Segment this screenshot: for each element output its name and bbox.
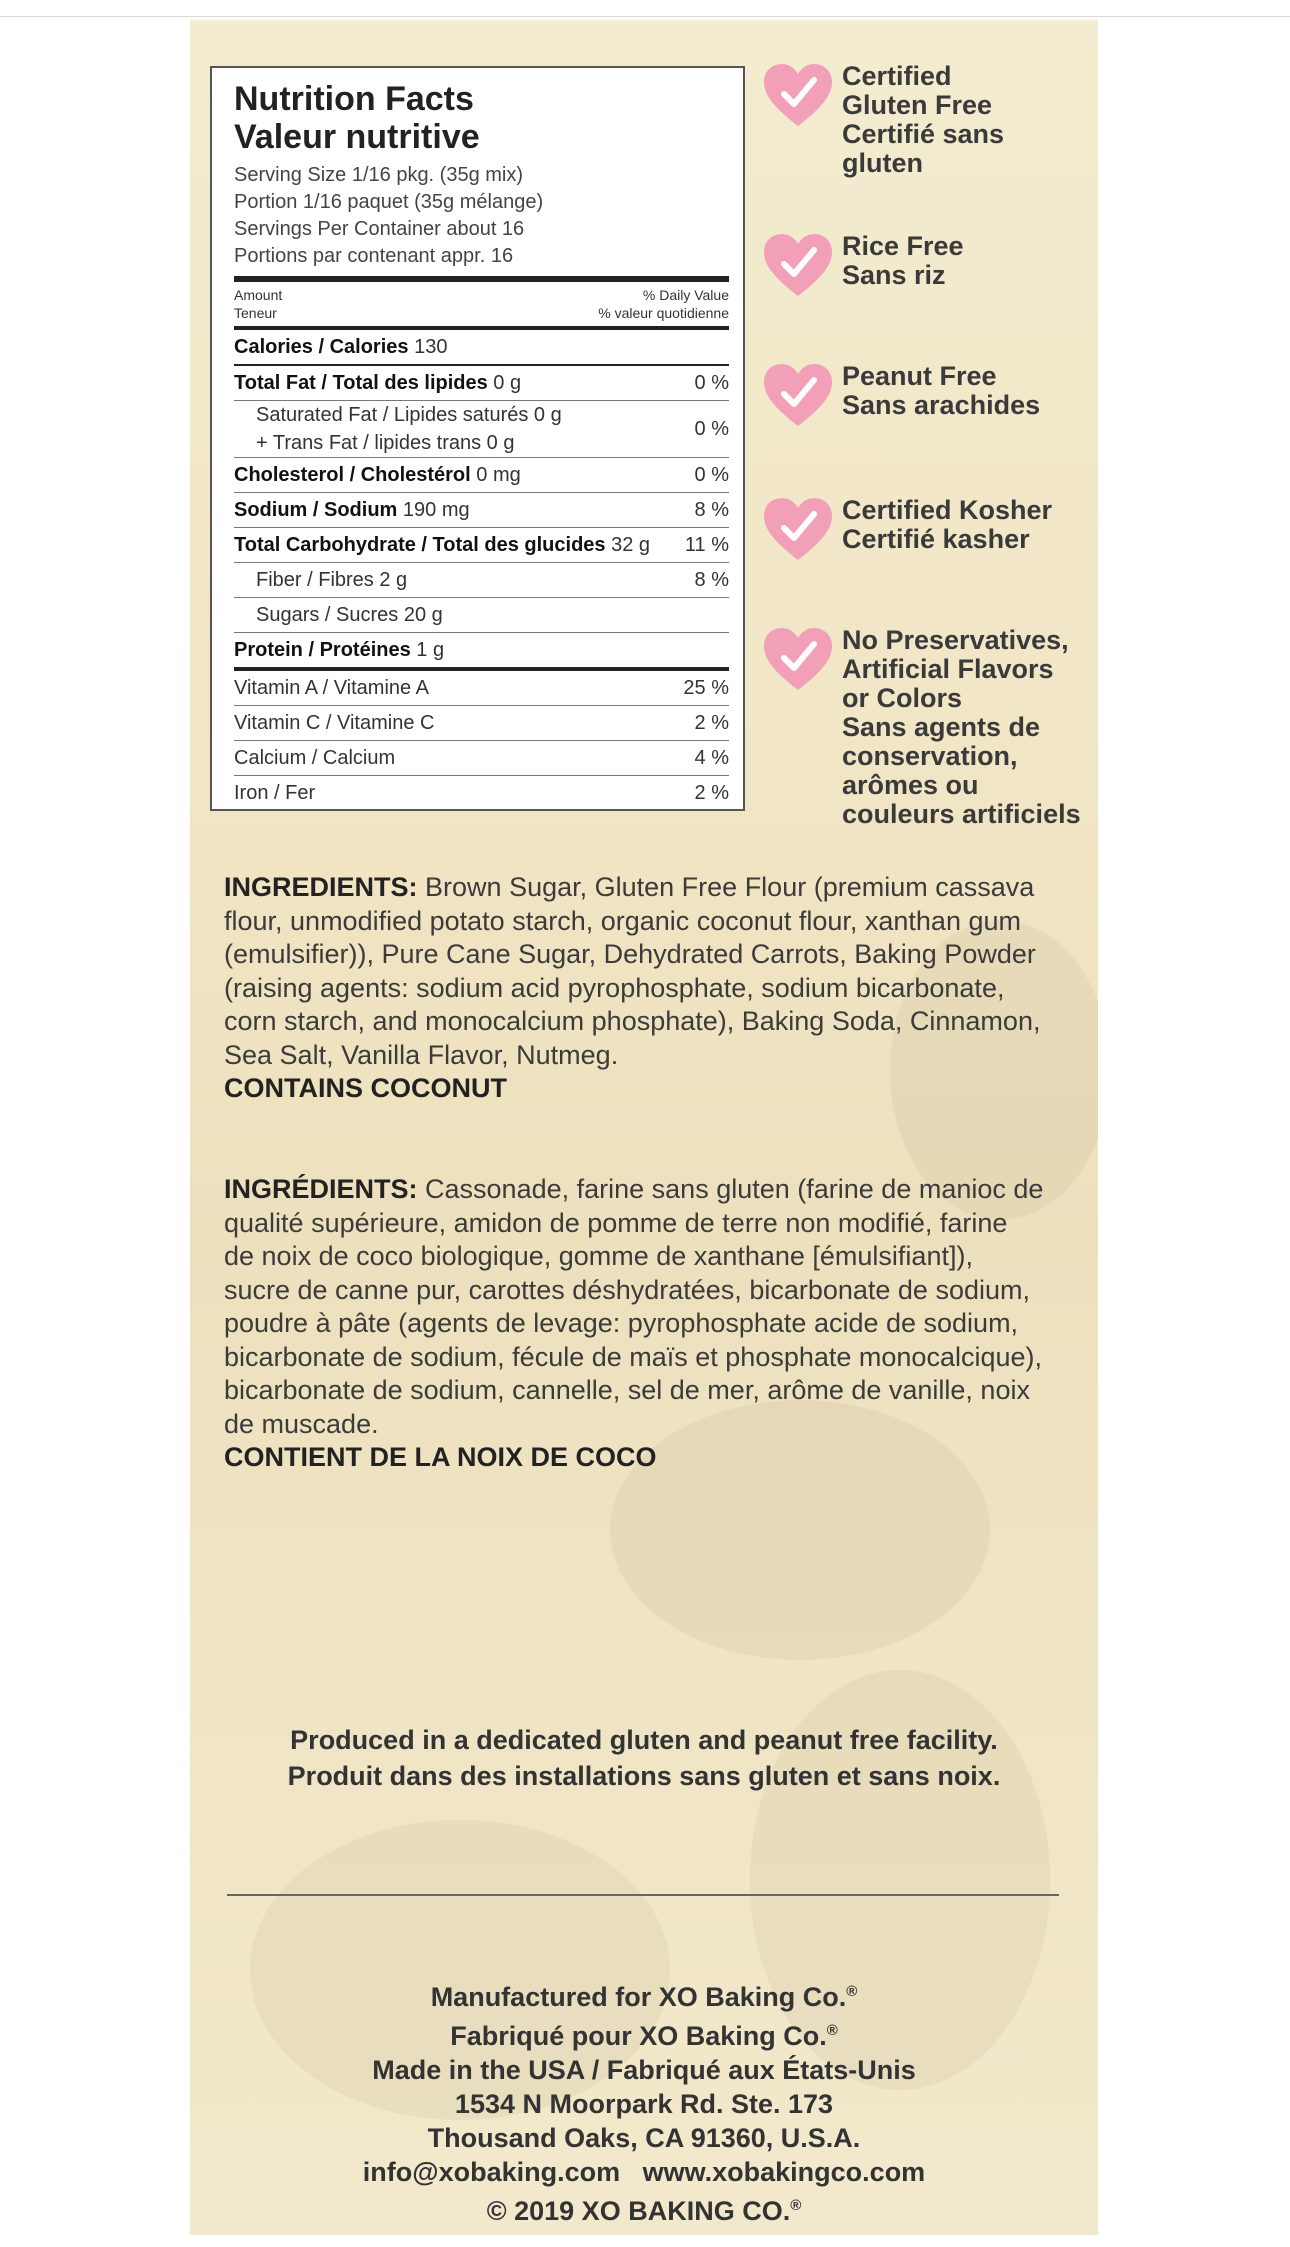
badge-line: arômes ou xyxy=(842,770,979,800)
divider-rule xyxy=(227,1894,1059,1896)
badge-line: gluten xyxy=(842,148,923,178)
badge-line: Sans riz xyxy=(842,260,946,290)
ingredients-text-fr: Cassonade, farine sans gluten (farine de manioc de qualité supérieure, amidon de pomme de terre non modifié, farine de noix de coco biologique, gomme de xanthane [émulsifiant]), sucre de canne pur, carottes déshydratées, bicarbonate de sodium, poudre à pâte (agents de levage: pyrophosphate acide de sodium, bicarbonate de sodium, fécule de maïs et phosphate monocalcique), bicarbonate de sodium, cannelle, sel de mer, arôme de vanille, noix de muscade. xyxy=(224,1174,1044,1439)
facility-en: Produced in a dedicated gluten and peanut free facility. xyxy=(290,1725,998,1755)
badge-line: couleurs artificiels xyxy=(842,799,1081,829)
column-header xyxy=(234,286,729,322)
badge-line: Certified Kosher xyxy=(842,495,1053,525)
heart-check-icon xyxy=(762,496,834,564)
ingredients-label: INGREDIENTS: xyxy=(224,872,418,902)
calcium-row: Calcium / Calcium 4 % xyxy=(234,740,729,775)
contains-statement-fr: CONTIENT DE LA NOIX DE COCO xyxy=(224,1442,657,1472)
fiber-row: Fiber / Fibres 2 g 8 % xyxy=(234,562,729,597)
iron-row: Iron / Fer 2 % xyxy=(234,775,729,810)
manufacturer-line: Manufactured for XO Baking Co. xyxy=(430,1982,847,2012)
badge-line: Certifié kasher xyxy=(842,524,1030,554)
badge-line: Certifié sans xyxy=(842,119,1005,149)
servings-per-container-fr: Portions par contenant appr. 16 xyxy=(234,245,514,267)
carbohydrate-row: Total Carbohydrate / Total des glucides 32 g 11 % xyxy=(234,527,729,562)
email-link[interactable]: info@xobaking.com xyxy=(362,2157,621,2187)
badge-line: Certified xyxy=(842,61,952,91)
thick-rule xyxy=(234,276,729,282)
badge-gluten-free xyxy=(762,62,1004,178)
amount-label: Amount xyxy=(234,287,283,303)
badge-line: No Preservatives, xyxy=(842,625,1069,655)
nutrition-facts-table xyxy=(210,66,745,811)
ingredients-en xyxy=(224,871,1044,1106)
ingredients-fr xyxy=(224,1173,1044,1475)
copyright-line: © 2019 XO BAKING CO. xyxy=(486,2196,791,2226)
dv-label: % Daily Value xyxy=(642,287,729,303)
city-line: Thousand Oaks, CA 91360, U.S.A. xyxy=(427,2123,861,2153)
badge-line: or Colors xyxy=(842,683,963,713)
serving-size-fr: Portion 1/16 paquet (35g mélange) xyxy=(234,191,544,213)
heart-check-icon xyxy=(762,362,834,430)
sat-trans-fat-row: Saturated Fat / Lipides saturés 0 g + Trans Fat / lipides trans 0 g 0 % xyxy=(234,400,729,457)
badge-line: conservation, xyxy=(842,741,1018,771)
heart-check-icon xyxy=(762,62,834,130)
badge-line: Gluten Free xyxy=(842,90,993,120)
total-fat-row: Total Fat / Total des lipides 0 g 0 % xyxy=(234,364,729,400)
nutrition-title-fr: Valeur nutritive xyxy=(234,118,480,156)
dv-label-fr: % valeur quotidienne xyxy=(598,305,729,321)
badge-kosher xyxy=(762,496,1052,564)
facility-fr: Produit dans des installations sans gluten et sans noix. xyxy=(287,1761,1001,1791)
cholesterol-row: Cholesterol / Cholestérol 0 mg 0 % xyxy=(234,457,729,492)
badge-line: Rice Free xyxy=(842,231,964,261)
badge-line: Artificial Flavors xyxy=(842,654,1054,684)
sugars-row: Sugars / Sucres 20 g xyxy=(234,597,729,632)
website-link[interactable]: www.xobakingco.com xyxy=(642,2157,926,2187)
serving-size: Serving Size 1/16 pkg. (35g mix) xyxy=(234,164,524,186)
heart-check-icon xyxy=(762,232,834,300)
badge-no-preservatives xyxy=(762,626,1081,829)
heart-check-icon xyxy=(762,626,834,694)
protein-row: Protein / Protéines 1 g xyxy=(234,632,729,667)
badge-line: Peanut Free xyxy=(842,361,997,391)
vitamin-a-row: Vitamin A / Vitamine A 25 % xyxy=(234,667,729,705)
vitamin-c-row: Vitamin C / Vitamine C 2 % xyxy=(234,705,729,740)
amount-label-fr: Teneur xyxy=(234,305,277,321)
address-line: 1534 N Moorpark Rd. Ste. 173 xyxy=(454,2089,834,2119)
badge-line: Sans arachides xyxy=(842,390,1041,420)
manufacturer-info: Manufactured for XO Baking Co.® Fabriqué pour XO Baking Co.® Made in the USA / Fabriqué aux États-Unis 1534 N Moorpark Rd. Ste. 173 Thousand Oaks, CA 91360, U.S.A. info@xobaking.com www.xobakingco.com © 2019 XO BAKING CO.® xyxy=(190,1975,1098,2228)
origin-line: Made in the USA / Fabriqué aux États-Unis xyxy=(372,2055,916,2085)
servings-per-container: Servings Per Container about 16 xyxy=(234,218,525,240)
ingredients-label-fr: INGRÉDIENTS: xyxy=(224,1174,418,1204)
top-divider xyxy=(0,16,1290,17)
manufacturer-line-fr: Fabriqué pour XO Baking Co. xyxy=(450,2021,827,2051)
badge-line: Sans agents de xyxy=(842,712,1041,742)
nutrition-title-en: Nutrition Facts xyxy=(234,80,474,118)
calories-row: Calories / Calories 130 xyxy=(234,326,729,364)
facility-statement xyxy=(190,1722,1098,1794)
badge-rice-free xyxy=(762,232,964,300)
sodium-row: Sodium / Sodium 190 mg 8 % xyxy=(234,492,729,527)
ingredients-text: Brown Sugar, Gluten Free Flour (premium cassava flour, unmodified potato starch, organic coconut flour, xanthan gum (emulsifier)), Pure Cane Sugar, Dehydrated Carrots, Baking Powder (raising agents: sodium acid pyrophosphate, sodium bicarbonate, corn starch, and monocalcium phosphate), Baking Soda, Cinnamon, Sea Salt, Vanilla Flavor, Nutmeg. xyxy=(224,872,1041,1070)
badge-peanut-free xyxy=(762,362,1040,430)
contains-statement: CONTAINS COCONUT xyxy=(224,1073,507,1103)
